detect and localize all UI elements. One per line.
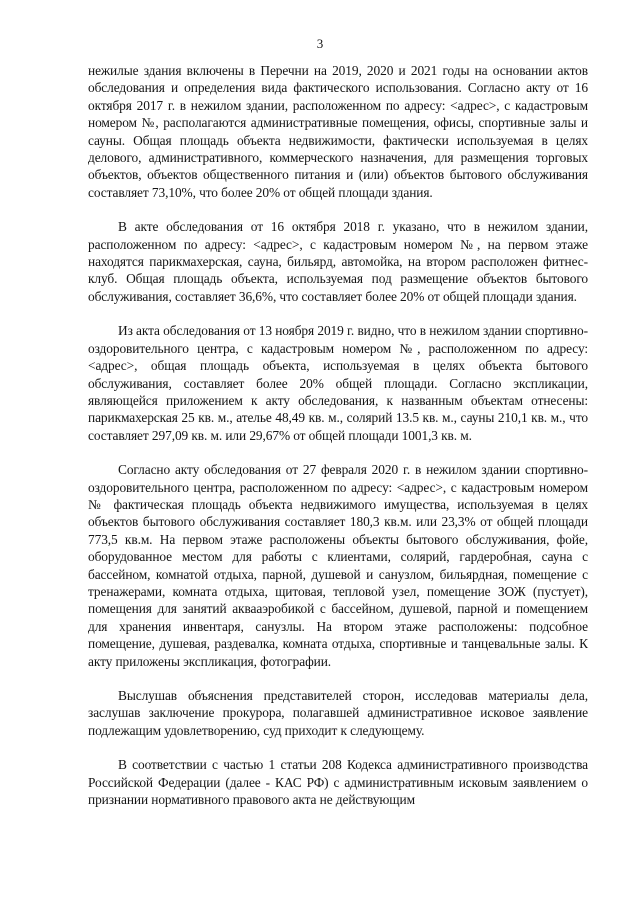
paragraph-act-2020: Согласно акту обследования от 27 февраля 2020 г. в нежилом здании спортивно-оздоровительного центра, расположенном по адресу: <адрес>, с кадастровым номером № фактическая площадь объекта недвижимого имущества, используемая в целях объектов бытового обслуживания составляет 180,3 кв.м. или 23,3% от общей площади 773,5 кв.м. На первом этаже расположены объекты бытового обслуживания, фойе, оборудованное местом для работы с клиентами, солярий, гардеробная, сауна с бассейном, комнатой отдыха, парной, душевой и санузлом, бильярдная, помещение с тренажерами, комната отдыха, щитовая, тепловой узел, помещение ЗОЖ (пустует), помещения для занятий аквааэробикой с бассейном, душевой, парной и помещением для хранения инвентаря, санузлы. На втором этаже расположены: подсобное помещение, душевая, раздевалка, комната отдыха, спортивные и танцевальные залы. К акту приложены экспликация, фотографии. bbox=[88, 462, 588, 669]
paragraph-hearing: Выслушав объяснения представителей сторон, исследовав материалы дела, заслушав заключение прокурора, полагавшей административное исковое заявление подлежащим удовлетворению, суд приходит к следующему. bbox=[88, 688, 588, 738]
paragraph-legal-basis: В соответствии с частью 1 статьи 208 Кодекса административного производства Российской Федерации (далее - КАС РФ) с административным исковым заявлением о признании нормативного правового акта не действующим bbox=[88, 757, 588, 808]
paragraph-act-2019: Из акта обследования от 13 ноября 2019 г. видно, что в нежилом здании спортивно-оздоровительного центра, с кадастровым номером №, расположенном по адресу: <адрес>, общая площадь объекта, используемая в целях объекта бытового обслуживания, составляет более 20% общей площади. Согласно экспликации, являющейся приложением к акту обследования, к названным объектам отнесены: парикмахерская 25 кв. м., ателье 48,49 кв. м., солярий 13.5 кв. м., сауны 210,1 кв. м., что составляет 297,09 кв. м. или 29,67% от общей площади 1001,3 кв. м. bbox=[88, 323, 588, 443]
paragraph-continuation: нежилые здания включены в Перечни на 2019, 2020 и 2021 годы на основании актов обследования и определения вида фактического использования. Согласно акту от 16 октября 2017 г. в нежилом здании, расположенном по адресу: <адрес>, с кадастровым номером №, располагаются административные помещения, офисы, спортивные залы и сауны. Общая площадь объекта недвижимости, фактически используемая в целях делового, административного, коммерческого назначения, для размещения торговых объектов, объектов общественного питания и (или) объектов бытового обслуживания составляет 73,10%, что более 20% от общей площади здания. bbox=[88, 63, 588, 200]
document-body bbox=[88, 62, 588, 808]
page-number: 3 bbox=[316, 36, 324, 51]
paragraph-act-2018: В акте обследования от 16 октября 2018 г. указано, что в нежилом здании, расположенном по адресу: <адрес>, с кадастровым номером №, на первом этаже находятся парикмахерская, сауна, бильярд, автомойка, на втором расположен фитнес-клуб. Общая площадь объекта, используемая под размещение объектов бытового обслуживания, составляет 36,6%, что составляет более 20% от общей площади здания. bbox=[88, 219, 588, 304]
